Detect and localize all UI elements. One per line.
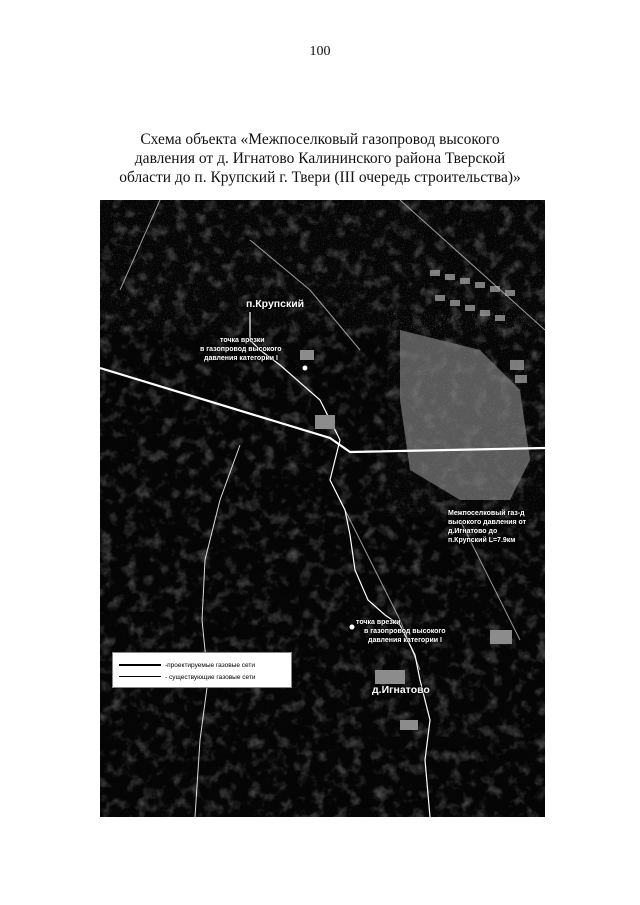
document-title (100, 130, 540, 187)
label-line: точка врезки (220, 337, 265, 344)
title-line: области до п. Крупский г. Твери (III очередь строительства)» (119, 169, 521, 186)
label-line: точка врезки (356, 619, 401, 626)
gas-pipeline-map (100, 200, 545, 817)
label-line: в газопровод высокого (200, 346, 282, 353)
label-tie-in-south (346, 618, 446, 645)
legend-label: -проектируемые газовые сети (165, 661, 256, 669)
field-texture (400, 330, 530, 500)
title-line: давления от д. Игнатово Калининского района Тверской (134, 150, 506, 167)
legend-label: - существующие газовые сети (165, 673, 256, 681)
label-krupsky: п.Крупский (246, 298, 305, 310)
legend-line-existing (119, 676, 161, 678)
label-line: высокого давления от (448, 519, 527, 526)
page-number: 100 (309, 44, 331, 59)
label-line: давления категории I (204, 355, 278, 362)
legend-item-projected (119, 660, 255, 670)
label-line: в газопровод высокого (364, 628, 446, 635)
tie-in-point-north (303, 366, 308, 371)
title-line: Схема объекта «Межпоселковый газопровод высокого (140, 131, 500, 148)
legend-item-existing (119, 672, 256, 682)
label-line: давления категории I (368, 637, 442, 644)
label-tie-in-north (200, 336, 282, 363)
label-ignatovo: д.Игнатово (372, 684, 430, 696)
map-legend (112, 652, 292, 688)
label-line: п.Крупский L=7.9км (448, 537, 516, 544)
label-line: Межпоселковый газ-д (448, 510, 525, 517)
legend-line-projected (119, 664, 161, 666)
label-line: д.Игнатово до (448, 528, 498, 535)
label-pipeline (448, 509, 526, 545)
